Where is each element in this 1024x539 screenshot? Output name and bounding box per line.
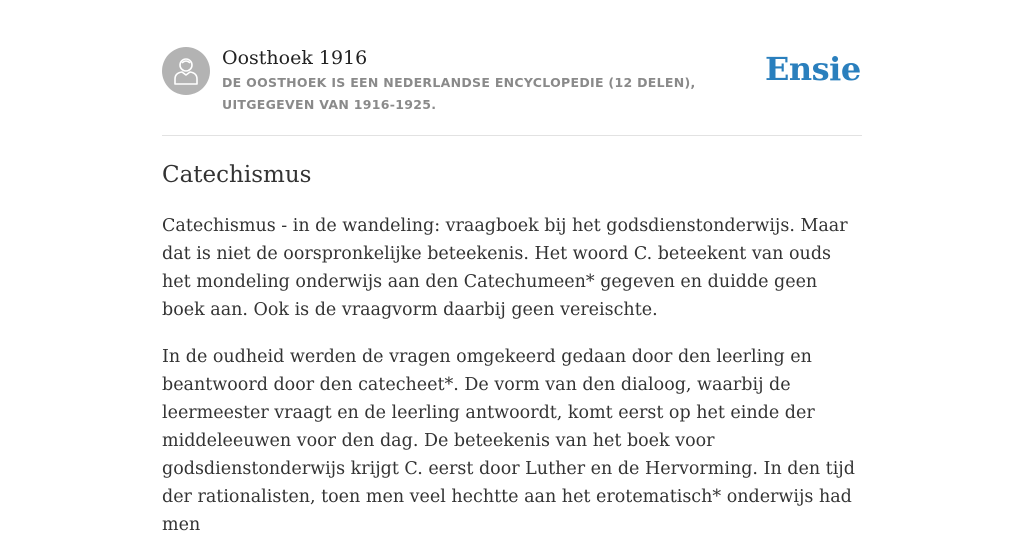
source-description: DE OOSTHOEK IS EEN NEDERLANDSE ENCYCLOPEDIE (12 DELEN), UITGEGEVEN VAN 1916-1925. <box>222 75 696 112</box>
article-title: Catechismus <box>162 162 312 188</box>
source-header <box>162 46 862 136</box>
article <box>162 158 862 539</box>
source-title[interactable]: Oosthoek 1916 <box>222 47 368 69</box>
article-paragraph: Catechismus - in de wandeling: vraagboek bij het godsdienstonderwijs. Maar dat is niet de oorspronkelijke beteekenis. Het woord C. beteekent van ouds het mondeling onderwijs aan den Catechumeen* gegeven en duidde geen boek aan. Ook is de vraagvorm daarbij geen vereischte. <box>162 216 848 320</box>
ensie-logo[interactable]: Ensie <box>765 50 861 88</box>
divider <box>162 135 862 136</box>
user-icon <box>172 56 200 86</box>
article-paragraph: In de oudheid werden de vragen omgekeerd gedaan door den leerling en beantwoord door den catecheet*. De vorm van den dialoog, waarbij de leermeester vraagt en de leerling antwoordt, komt eerst op het einde der middeleeuwen voor den dag. De beteekenis van het boek voor godsdienstonderwijs krijgt C. eerst door Luther en de Hervorming. In den tijd der rationalisten, toen men veel hechtte aan het erotematisch* onderwijs had men <box>162 347 855 535</box>
avatar[interactable] <box>162 47 210 95</box>
